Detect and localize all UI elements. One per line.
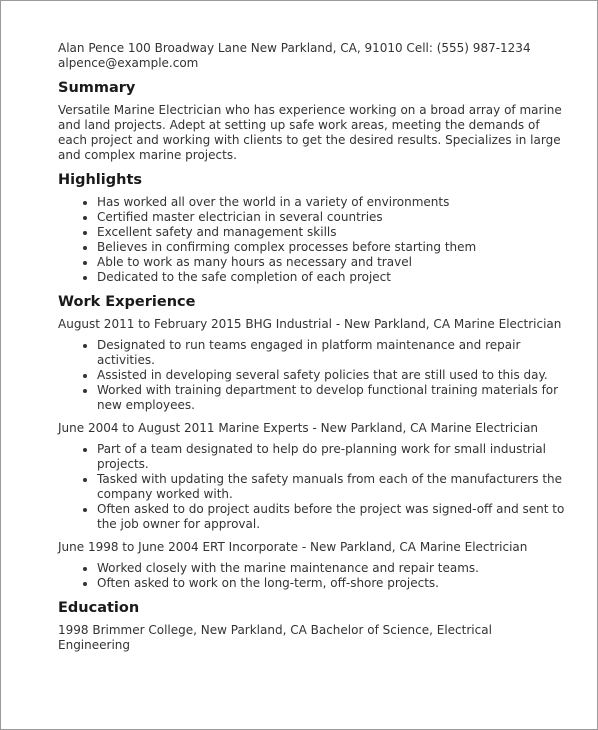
job-bullets: [58, 442, 567, 532]
highlight-item: • Has worked all over the world in a variety of environments: [97, 195, 567, 210]
highlights-heading: Highlights: [58, 172, 143, 188]
highlights-list: [58, 195, 567, 285]
summary-heading: Summary: [58, 80, 136, 96]
education-heading: Education: [58, 600, 140, 616]
summary-text: Versatile Marine Electrician who has experience working on a broad array of marine and land projects. Adept at setting up safe work areas, meeting the demands of each project and working with clients to get the desired results. Specializes in large and complex marine projects.: [58, 103, 562, 162]
contact-email: alpence@example.com: [58, 56, 199, 70]
job-header: June 2004 to August 2011 Marine Experts - New Parkland, CA Marine Electrician: [58, 421, 539, 435]
contact-address-phone: Alan Pence 100 Broadway Lane New Parkland, CA, 91010 Cell: (555) 987-1234: [58, 41, 531, 55]
highlight-item: • Dedicated to the safe completion of each project: [97, 270, 567, 285]
highlight-item: • Certified master electrician in several countries: [97, 210, 567, 225]
job-bullet: • Designated to run teams engaged in platform maintenance and repair activities.: [97, 338, 567, 368]
job-header: August 2011 to February 2015 BHG Industrial - New Parkland, CA Marine Electrician: [58, 317, 562, 331]
job-bullet: • Part of a team designated to help do pre-planning work for small industrial projects.: [97, 442, 567, 472]
highlights-section: [58, 171, 567, 285]
experience-section: [58, 293, 567, 591]
highlight-item: • Excellent safety and management skills: [97, 225, 567, 240]
highlight-item: • Believes in confirming complex processes before starting them: [97, 240, 567, 255]
highlight-item: • Able to work as many hours as necessary and travel: [97, 255, 567, 270]
education-entry: 1998 Brimmer College, New Parkland, CA Bachelor of Science, Electrical Engineering: [58, 623, 492, 652]
summary-section: [58, 79, 567, 163]
job-bullet: • Often asked to do project audits before the project was signed-off and sent to the job owner for approval.: [97, 502, 567, 532]
job-header: June 1998 to June 2004 ERT Incorporate - New Parkland, CA Marine Electrician: [58, 540, 528, 554]
job-bullet: • Assisted in developing several safety policies that are still used to this day.: [97, 368, 567, 383]
job-bullet: • Worked closely with the marine maintenance and repair teams.: [97, 561, 567, 576]
contact-block: [58, 41, 567, 71]
job-bullet: • Often asked to work on the long-term, off-shore projects.: [97, 576, 567, 591]
job-bullets: [58, 561, 567, 591]
job-bullet: • Worked with training department to develop functional training materials for new employees.: [97, 383, 567, 413]
job-bullet: • Tasked with updating the safety manuals from each of the manufacturers the company worked with.: [97, 472, 567, 502]
education-section: [58, 599, 567, 653]
job-bullets: [58, 338, 567, 413]
experience-heading: Work Experience: [58, 294, 196, 310]
